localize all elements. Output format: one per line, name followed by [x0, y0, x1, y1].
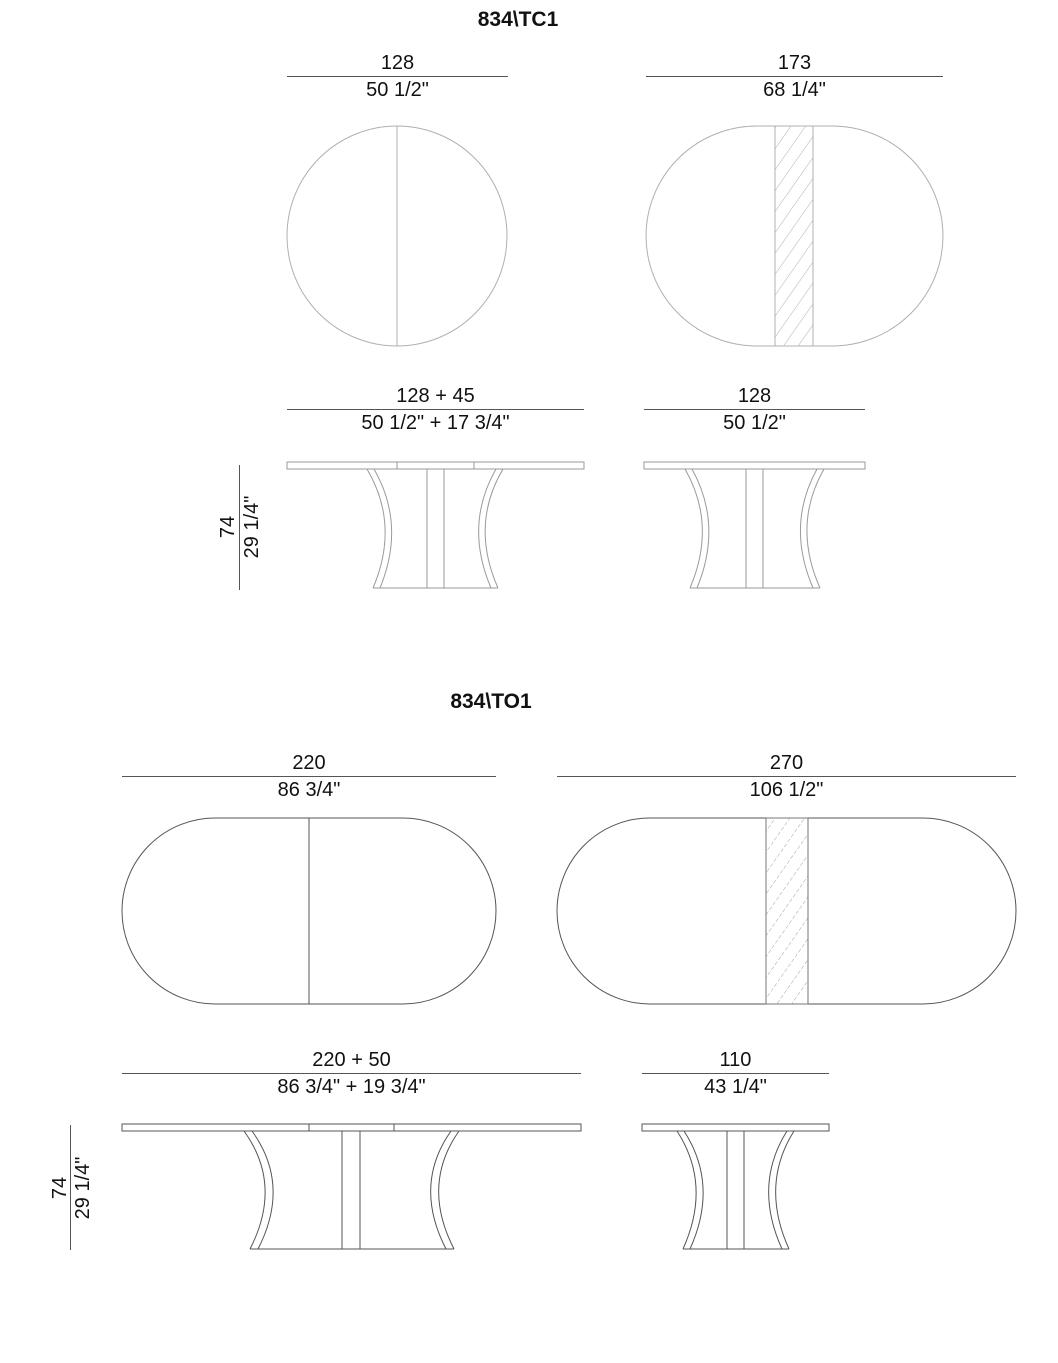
tc1-top-view-extended — [646, 126, 943, 346]
tabletop — [644, 462, 865, 469]
extension-leaf — [766, 818, 808, 1004]
dim-metric: 173 — [777, 52, 812, 74]
left-half — [557, 818, 766, 1004]
right-half — [808, 818, 1016, 1004]
dim-metric: 128 — [380, 52, 415, 74]
tabletop — [642, 1124, 829, 1131]
dim-imperial: 50 1/2" — [366, 79, 429, 101]
dim-imperial: 43 1/4" — [704, 1076, 767, 1098]
tabletop — [122, 1124, 581, 1131]
dim-metric: 110 — [719, 1049, 752, 1071]
left-half — [646, 126, 775, 346]
dim-tc1-height-metric: 74 — [217, 515, 239, 539]
leg-right-inner — [479, 469, 496, 588]
tc1-side-view — [644, 462, 865, 588]
dim-metric: 128 — [737, 385, 772, 407]
center-column — [342, 1131, 360, 1249]
dim-imperial: 50 1/2" + 17 3/4" — [361, 412, 510, 434]
to1-top-view-closed — [122, 818, 496, 1004]
tabletop — [287, 462, 584, 469]
dim-imperial: 86 3/4" — [277, 779, 341, 801]
section-title-to1: 834\TO1 — [450, 690, 532, 713]
dim-imperial: 106 1/2" — [749, 779, 824, 801]
leg-right-inner — [800, 469, 817, 588]
dim-imperial: 50 1/2" — [723, 412, 786, 434]
dim-to1-height-metric: 74 — [49, 1176, 71, 1200]
dim-metric: 220 + 50 — [312, 1049, 391, 1071]
to1-side-view — [642, 1124, 829, 1249]
dim-imperial: 68 1/4" — [763, 79, 826, 101]
leg-right-outer — [439, 1131, 459, 1249]
leg-left-inner — [692, 469, 709, 588]
dim-metric: 220 — [292, 752, 326, 774]
right-half — [813, 126, 943, 346]
tc1-top-view-closed — [287, 126, 507, 346]
leg-left-outer — [244, 1131, 265, 1249]
dim-to1-height-imperial: 29 1/4" — [72, 1156, 94, 1220]
center-column — [727, 1131, 744, 1249]
leg-right-outer — [807, 469, 824, 588]
leg-right-outer — [776, 1131, 794, 1249]
dim-metric: 128 + 45 — [396, 385, 475, 407]
extension-leaf — [775, 126, 813, 346]
tc1-front-view-extended — [287, 462, 584, 588]
center-column — [427, 469, 444, 588]
dim-imperial: 86 3/4" + 19 3/4" — [277, 1076, 426, 1098]
leg-left-inner — [374, 469, 392, 588]
dim-metric: 270 — [769, 752, 804, 774]
dim-tc1-height-imperial: 29 1/4" — [241, 495, 263, 559]
center-column — [746, 469, 763, 588]
to1-front-view-extended — [122, 1124, 581, 1249]
section-title-tc1: 834\TC1 — [477, 8, 559, 31]
leg-right-inner — [431, 1131, 451, 1249]
to1-top-view-extended — [557, 818, 1016, 1004]
leg-left-outer — [685, 469, 702, 588]
